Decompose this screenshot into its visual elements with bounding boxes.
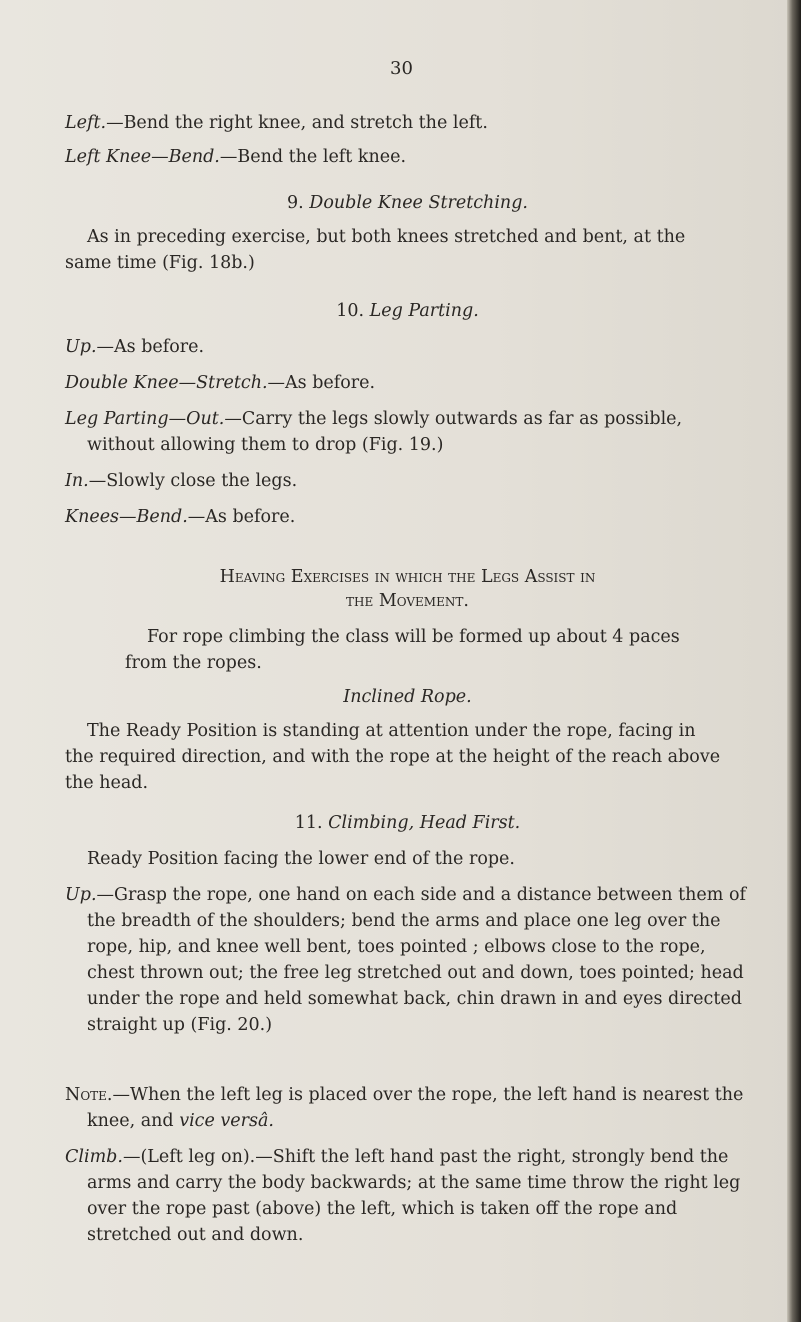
heading-inclined-rope [65, 684, 750, 710]
page-number: 30 [390, 58, 413, 79]
exercise-line-left [65, 110, 750, 136]
title: Climbing, Head First. [328, 813, 521, 833]
note-line [65, 1082, 750, 1134]
num: 11. [294, 813, 329, 833]
exercise-line-in [65, 468, 750, 494]
text: —Bend the left knee. [219, 147, 407, 167]
title: Leg Parting. [369, 301, 479, 321]
section-heading-line-2: the Movement. [346, 591, 469, 611]
italic-text: vice versâ. [179, 1111, 274, 1131]
heading-9 [65, 190, 750, 216]
heading-10 [65, 298, 750, 324]
exercise-line-leg-parting [65, 406, 750, 458]
term: Up. [65, 337, 97, 357]
term: Double Knee—Stretch. [65, 373, 268, 393]
text: —Slowly close the legs. [88, 471, 298, 491]
section-heading-line-1: Heaving Exercises in which the Legs Assist in [219, 567, 596, 587]
heading-11 [65, 810, 750, 836]
text: —As before. [187, 507, 296, 527]
text: —As before. [96, 337, 205, 357]
text: —As before. [267, 373, 376, 393]
term: Left. [65, 113, 107, 133]
exercise-line-up [65, 334, 750, 360]
text: —Bend the right knee, and stretch the left. [106, 113, 488, 133]
paragraph-9: As in preceding exercise, but both knees stretched and bent, at the same time (Fig. 18b.) [65, 227, 686, 273]
term: Knees—Bend. [65, 507, 188, 527]
text: —Grasp the rope, one hand on each side and a distance between them of the breadth of the shoulders; bend the arms and place one leg over the rope, hip, and knee well bent, toes pointed ; elbows close to the rope, chest thrown out; the free leg stretched out and down, toes pointed; head under the rope and held somewhat back, chin drawn in and eyes directed straight up (Fig. 20.) [87, 885, 746, 1035]
text: —Carry the legs slowly outwards as far as possible, without allowing them to drop (Fig. 19.) [87, 409, 683, 455]
text: —(Left leg on).—Shift the left hand past the right, strongly bend the arms and carry the body backwards; at the same time throw the right leg over the rope past (above) the left, which is taken off the rope and stretched out and down. [87, 1147, 741, 1245]
term: In. [65, 471, 89, 491]
exercise-line-left-knee-bend [65, 144, 750, 170]
term: Left Knee—Bend. [65, 147, 220, 167]
paragraph-ready-position: The Ready Position is standing at attention under the rope, facing in the required direction, and with the rope at the height of the reach above the head. [65, 721, 721, 793]
title: Double Knee Stretching. [309, 193, 528, 213]
paragraph-rope: For rope climbing the class will be formed up about 4 paces from the ropes. [125, 627, 680, 673]
paragraph-11: Ready Position facing the lower end of the rope. [87, 849, 515, 869]
num: 10. [336, 301, 370, 321]
exercise-line-double-knee [65, 370, 750, 396]
exercise-line-knees-bend [65, 504, 750, 530]
exercise-line-climb [65, 1144, 750, 1248]
title: Inclined Rope. [343, 687, 472, 707]
text: —When the left leg is placed over the rope, the left hand is nearest the knee, and [87, 1085, 744, 1131]
term: Leg Parting—Out. [65, 409, 225, 429]
exercise-line-up-climb [65, 882, 750, 1038]
num: 9. [287, 193, 310, 213]
term: Up. [65, 885, 97, 905]
term: Climb. [65, 1147, 123, 1167]
book-spine-shadow [787, 0, 801, 1322]
term: Note. [65, 1085, 113, 1105]
